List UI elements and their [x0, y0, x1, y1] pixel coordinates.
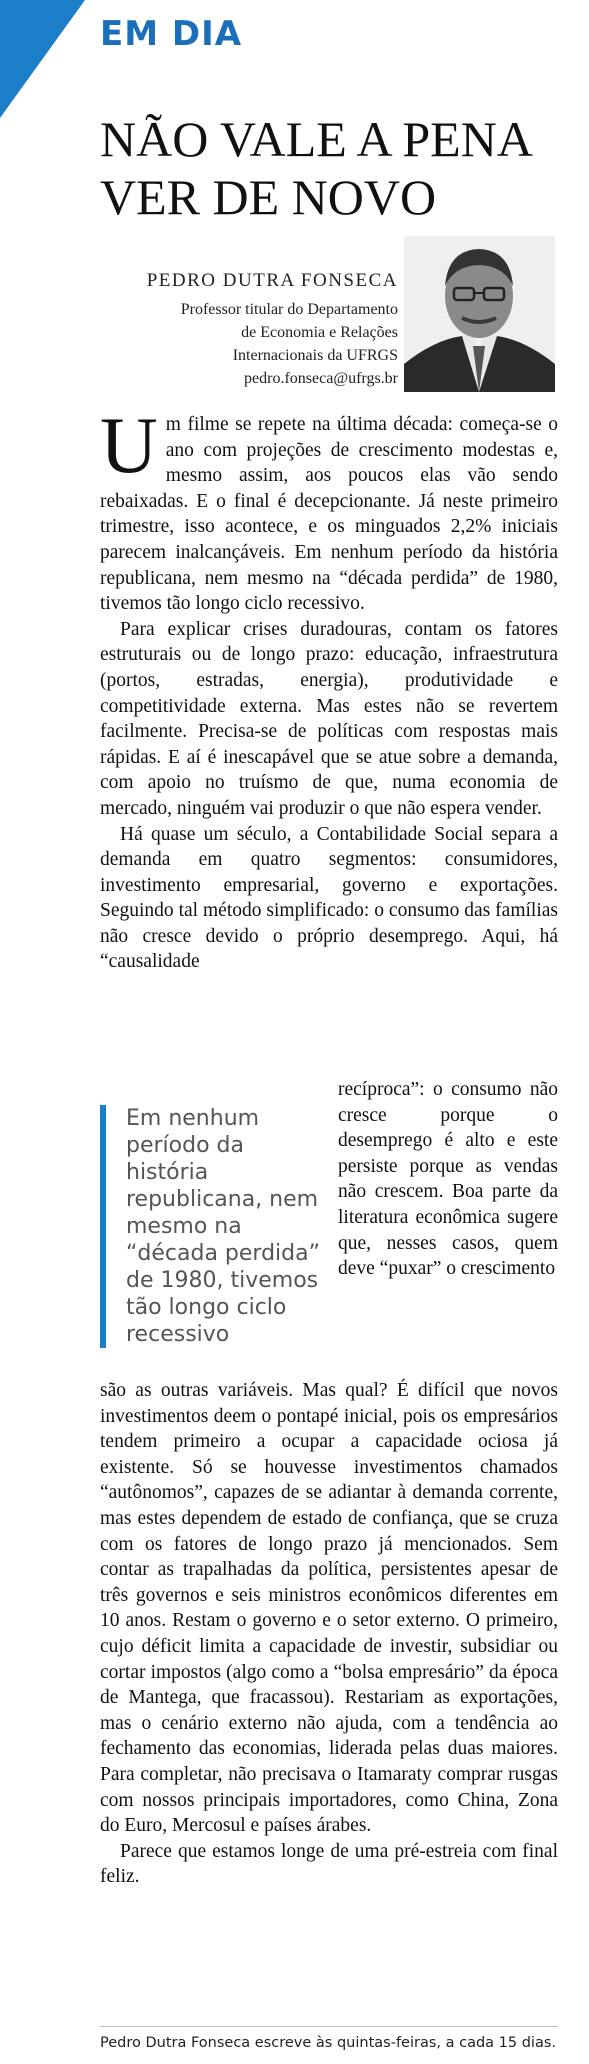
article-paragraph: Parece que estamos longe de uma pré-estreia com final feliz.: [100, 1840, 558, 1888]
article-paragraph: Para explicar crises duradouras, contam os fatores estruturais ou de longo prazo: educação, infraestrutura (portos, estradas, energia), produtividade e competitividade externa. Mas estes não se revertem facilmente. Precisa-se de políticas com respostas mais rápidas. E aí é inescapável que se atue sobre a demanda, com apoio no truísmo de que, numa economia de mercado, ninguém vai produzir o que não espera vender.: [100, 618, 558, 819]
author-role-line: Internacionais da UFRGS: [232, 347, 398, 364]
article-headline: NÃO VALE A PENA VER DE NOVO: [100, 111, 531, 225]
author-photo: [404, 236, 555, 392]
author-role-line: Professor titular do Departamento: [180, 301, 398, 318]
article-narrow-column: recíproca”: o consumo não cresce porque o desemprego é alto e este persiste porque as vendas não crescem. Boa parte da literatura econômica sugere que, nesses casos, quem deve “puxar” o crescimento: [338, 1079, 558, 1280]
author-byline: [147, 270, 398, 390]
author-name: PEDRO DUTRA FONSECA: [146, 270, 398, 291]
pull-quote: Em nenhum período da história republicana, nem mesmo na “década perdida” de 1980, tivemos tão longo ciclo recessivo: [100, 1105, 331, 1348]
drop-cap: U: [100, 402, 158, 490]
article-body-top: [100, 402, 558, 975]
section-corner-accent: [0, 0, 85, 118]
section-label: EM DIA: [100, 14, 243, 54]
article-body-bottom: [100, 1378, 558, 1890]
author-schedule-note: Pedro Dutra Fonseca escreve às quintas-feiras, a cada 15 dias.: [100, 2026, 558, 2051]
pull-quote-region: [100, 1077, 558, 1373]
article-paragraph: são as outras variáveis. Mas qual? É difícil que novos investimentos deem o pontapé inicial, pois os empresários tendem primeiro a ocupar a capacidade ociosa já existente. Só se houvesse investimentos chamados “autônomos”, capazes de se adiantar à demanda corrente, mas estes dependem de estado de confiança, que se cruza com os fatores de longo prazo já mencionados. Sem contar as trapalhadas da política, persistentes apesar de três governos e seis ministros econômicos diferentes em 10 anos. Restam o governo e o setor externo. O primeiro, cujo déficit limita a capacidade de investir, subsidiar ou cortar impostos (algo como a “bolsa empresário” da época de Mantega, que fracassou). Restariam as exportações, mas o cenário externo não ajuda, com a tendência ao fechamento das economias, liderada pelas duas maiores. Para completar, não precisava o Itamaraty comprar rusgas com nossos principais importadores, como China, Zona do Euro, Mercosul e países árabes.: [100, 1380, 558, 1837]
article-paragraph: Há quase um século, a Contabilidade Social separa a demanda em quatro segmentos: consumidores, investimento empresarial, governo e exportações. Seguindo tal método simplificado: o consumo das famílias não cresce devido o próprio desemprego. Aqui, há “causalidade: [100, 823, 558, 973]
author-role-line: de Economia e Relações: [241, 324, 398, 341]
author-email: pedro.fonseca@ufrgs.br: [244, 370, 398, 387]
article-paragraph: Um filme se repete na última década: começa-se o ano com projeções de crescimento modestas e, mesmo assim, aos poucos elas vão sendo rebaixadas. E o final é decepcionante. Já neste primeiro trimestre, isso acontece, e os minguados 2,2% iniciais parecem inalcançáveis. Em nenhum período da história republicana, nem mesmo na “década perdida” de 1980, tivemos tão longo ciclo recessivo.: [100, 402, 558, 615]
